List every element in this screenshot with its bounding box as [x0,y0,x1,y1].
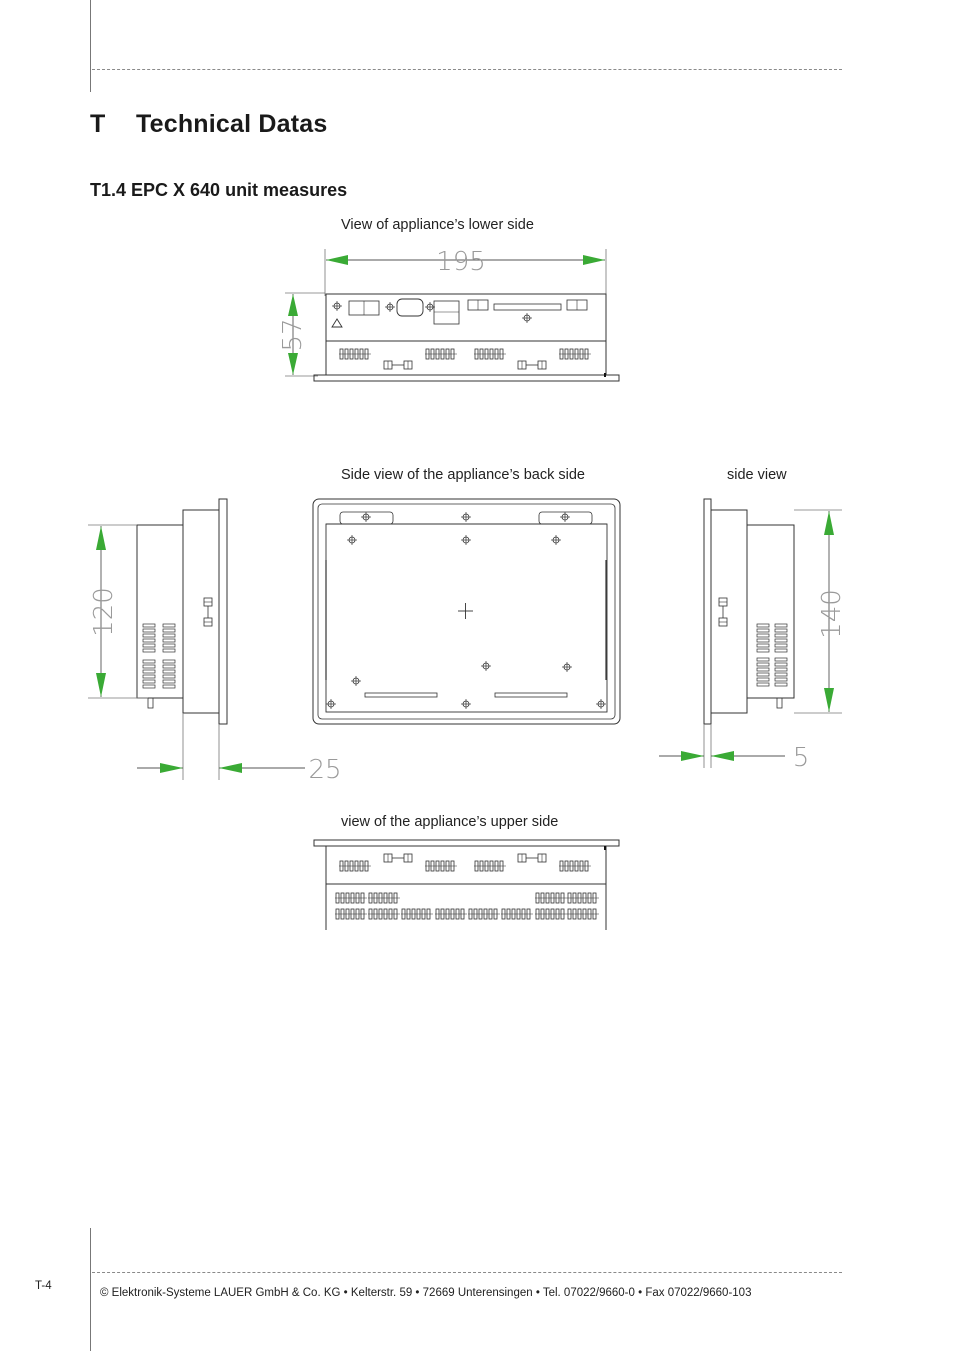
arrow-up-icon [96,526,106,550]
dim-height-right: 140 [817,589,847,639]
dim-depth-right: 5 [792,743,810,773]
caption-back-side: Side view of the appliance’s back side [341,467,585,483]
chapter-title: Technical Datas [136,110,328,138]
caption-lower-side: View of appliance’s lower side [341,217,534,233]
arrow-down-icon [288,353,298,375]
dim-width-lower: 195 [436,247,486,277]
chapter-letter: T [90,110,106,138]
arrow-left-icon [219,763,242,773]
arrow-up-icon [288,294,298,316]
dim-height-left: 120 [89,587,119,637]
arrow-right-icon [681,751,704,761]
arrow-right-icon [160,763,183,773]
arrow-left-icon [326,255,348,265]
right-side-drawing [659,499,847,773]
page-number: T-4 [35,1280,52,1292]
lower-side-drawing [278,247,619,381]
arrow-down-icon [96,673,106,697]
arrow-right-icon [583,255,605,265]
upper-side-drawing [314,840,619,930]
back-side-drawing [313,499,620,724]
dim-depth-left: 25 [308,755,342,785]
left-side-drawing [88,499,342,785]
section-title: T1.4 EPC X 640 unit measures [90,180,348,200]
dim-height-lower: 57 [278,318,308,352]
arrow-up-icon [824,511,834,535]
arrow-left-icon [711,751,734,761]
footer-copyright: © Elektronik-Systeme LAUER GmbH & Co. KG • Kelterstr. 59 • 72669 Unterensingen • Tel. 07022/9660-0 • Fax 07022/9660-103 [100,1287,752,1299]
arrow-down-icon [824,688,834,712]
caption-side-view: side view [727,467,787,483]
ground-symbol-icon [332,319,342,327]
caption-upper-side: view of the appliance’s upper side [341,814,559,830]
